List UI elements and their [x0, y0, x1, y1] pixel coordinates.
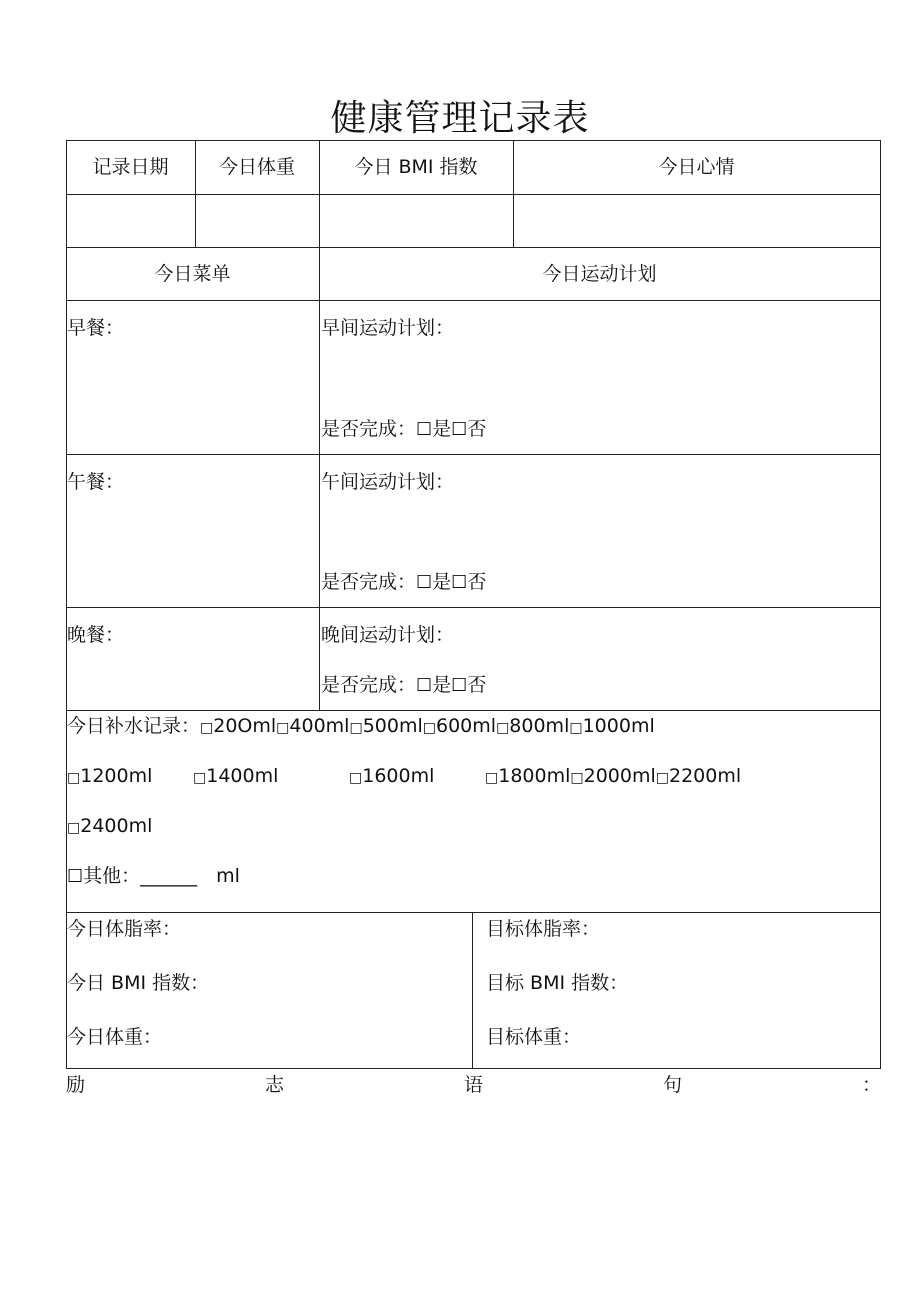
water-option: 1800ml [498, 765, 571, 787]
done-label: 是否完成： [321, 674, 417, 696]
water-other-row [67, 864, 240, 889]
no-checkbox[interactable]: ☐ [451, 572, 468, 593]
water-option: 1400ml [206, 765, 279, 787]
water-other-unit: ml [216, 865, 240, 887]
water-option: 500ml [362, 715, 423, 737]
header-bmi: 今日 BMI 指数 [354, 156, 478, 178]
motto-char: 句 [662, 1074, 682, 1096]
water-other-input[interactable]: ______ [140, 865, 198, 887]
motto-char: 语 [463, 1074, 483, 1096]
motto-line [66, 1073, 881, 1097]
water-option-item [193, 764, 278, 790]
table-border-bottom [66, 1068, 881, 1069]
page-title: 健康管理记录表 [330, 98, 590, 139]
done-label: 是否完成： [321, 418, 417, 440]
water-checkbox[interactable]: □ [569, 720, 583, 736]
water-checkbox[interactable]: □ [496, 720, 510, 736]
water-checkbox[interactable]: □ [422, 720, 436, 736]
yes-checkbox[interactable]: ☐ [416, 419, 433, 440]
row-divider [66, 607, 881, 608]
mood-cell[interactable] [514, 195, 880, 247]
no-label: 否 [467, 571, 487, 593]
motto-char: 励 [66, 1074, 86, 1096]
date-cell[interactable] [67, 195, 195, 247]
yes-checkbox[interactable]: ☐ [416, 675, 433, 696]
lunch-label: 午餐： [67, 471, 125, 493]
water-checkbox[interactable]: □ [276, 720, 290, 736]
water-label: 今日补水记录： [67, 715, 201, 737]
morning-exercise-label: 早间运动计划： [321, 317, 455, 339]
yes-label: 是 [432, 571, 452, 593]
row-divider [66, 300, 881, 301]
water-option: 2000ml [583, 765, 656, 787]
water-option: 2200ml [668, 765, 742, 787]
exercise-plan-header: 今日运动计划 [542, 263, 657, 285]
water-checkbox[interactable]: □ [485, 770, 499, 786]
col-divider [472, 912, 473, 1068]
motto-char: ： [861, 1074, 881, 1096]
today-bmi-label: 今日 BMI 指数： [67, 972, 210, 994]
table-border-right [880, 140, 881, 1069]
noon-exercise-label: 午间运动计划： [321, 471, 455, 493]
no-label: 否 [467, 418, 487, 440]
motto-char: 志 [264, 1074, 284, 1096]
water-checkbox[interactable]: □ [655, 770, 669, 786]
header-date: 记录日期 [92, 156, 169, 178]
noon-done-row [321, 570, 486, 595]
water-checkbox[interactable]: □ [349, 720, 363, 736]
yes-label: 是 [432, 418, 452, 440]
breakfast-label: 早餐： [67, 317, 125, 339]
no-checkbox[interactable]: ☐ [451, 419, 468, 440]
water-checkbox[interactable]: □ [67, 770, 81, 786]
water-option: 1200ml [80, 765, 153, 787]
water-option: 800ml [509, 715, 570, 737]
today-weight-label: 今日体重： [67, 1026, 163, 1048]
row-divider [66, 454, 881, 455]
water-option-item [67, 764, 152, 790]
water-option: 600ml [436, 715, 497, 737]
water-option: 400ml [289, 715, 350, 737]
header-weight: 今日体重 [218, 156, 295, 178]
target-bmi-label: 目标 BMI 指数： [486, 972, 629, 994]
today-bodyfat-label: 今日体脂率： [67, 918, 182, 940]
water-checkbox[interactable]: □ [67, 820, 81, 836]
target-bodyfat-label: 目标体脂率： [486, 918, 601, 940]
no-label: 否 [467, 674, 487, 696]
row-divider [66, 710, 881, 711]
water-checkbox[interactable]: □ [193, 770, 207, 786]
dinner-label: 晚餐： [67, 624, 125, 646]
morning-done-row [321, 417, 486, 442]
water-option-item [349, 764, 434, 790]
water-option: 1000ml [582, 715, 655, 737]
done-label: 是否完成： [321, 571, 417, 593]
table-border-top [66, 140, 881, 141]
water-checkbox[interactable]: □ [349, 770, 363, 786]
water-other-checkbox[interactable]: ☐ [67, 866, 84, 887]
water-option-group [485, 764, 741, 790]
water-row-1 [67, 714, 655, 740]
evening-exercise-label: 晚间运动计划： [321, 624, 455, 646]
water-checkbox[interactable]: □ [570, 770, 584, 786]
weight-cell[interactable] [196, 195, 319, 247]
target-weight-label: 目标体重： [486, 1026, 582, 1048]
yes-checkbox[interactable]: ☐ [416, 572, 433, 593]
water-checkbox[interactable]: □ [200, 720, 214, 736]
water-option: 1600ml [362, 765, 435, 787]
header-mood: 今日心情 [658, 156, 735, 178]
water-other-label: 其他： [83, 865, 141, 887]
evening-done-row [321, 673, 486, 698]
row-divider [66, 247, 881, 248]
water-option: 2400ml [80, 815, 153, 837]
water-option: 20Oml [213, 715, 277, 737]
yes-label: 是 [432, 674, 452, 696]
menu-header: 今日菜单 [154, 263, 231, 285]
bmi-cell[interactable] [320, 195, 513, 247]
no-checkbox[interactable]: ☐ [451, 675, 468, 696]
water-option-item [67, 814, 152, 840]
row-divider [66, 912, 881, 913]
